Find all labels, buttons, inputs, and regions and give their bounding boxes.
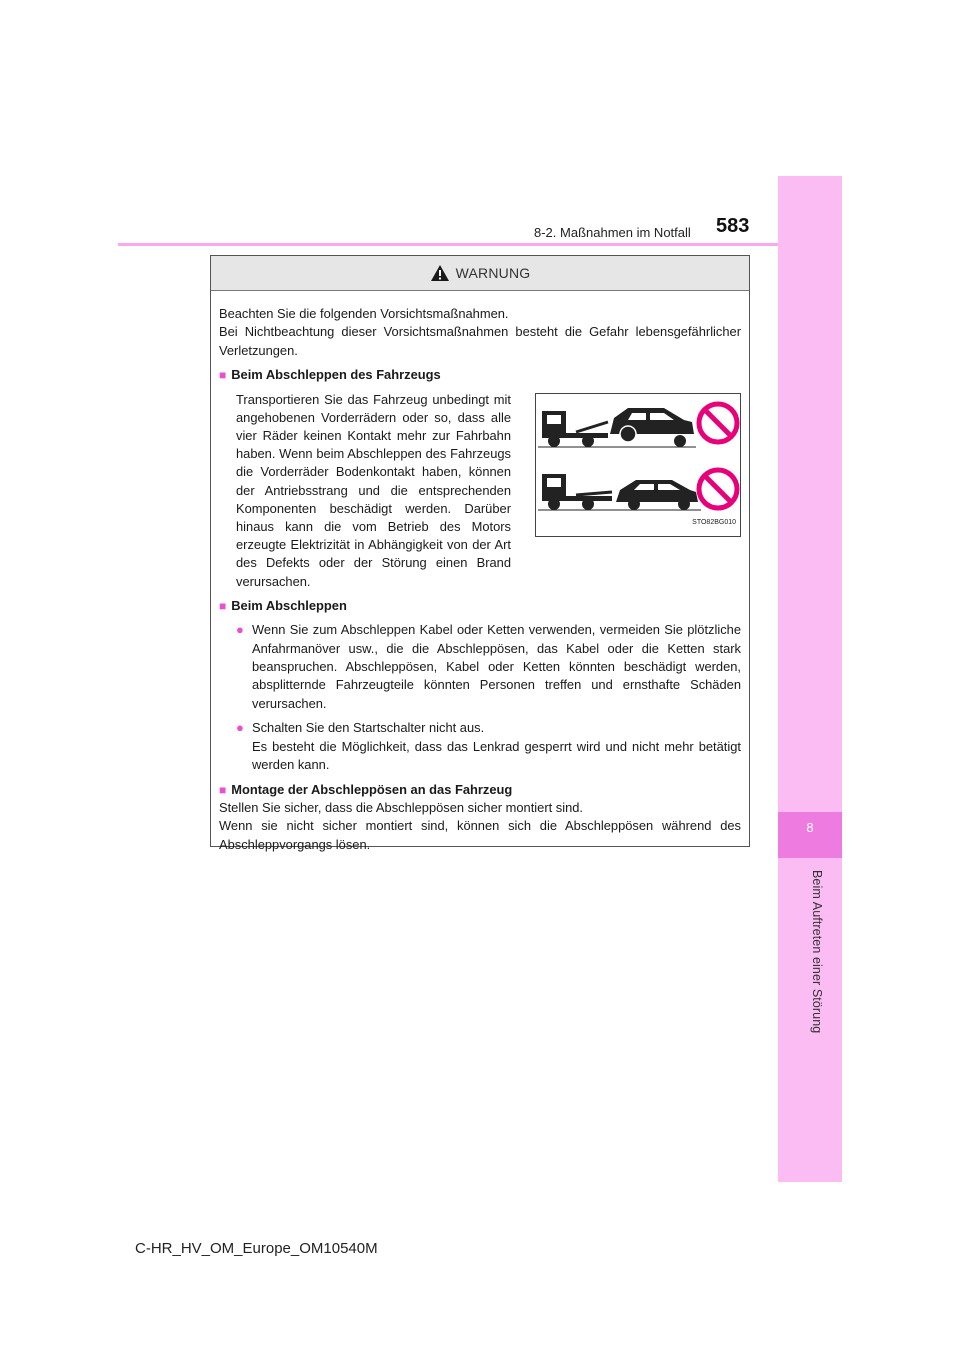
document-id: C-HR_HV_OM_Europe_OM10540M [135, 1240, 378, 1257]
tow-eye-text-1: Stellen Sie sicher, dass die Abschleppösen sicher montiert sind. [219, 799, 584, 815]
prohibited-icon-2 [699, 470, 737, 508]
section-title: 8-2. Maßnahmen im Notfall [534, 225, 691, 240]
subheading-text: Beim Abschleppen des Fahrzeugs [231, 367, 441, 383]
towing-row [219, 391, 741, 591]
bullet-line: Es besteht die Möglichkeit, dass das Lenkrad gesperrt wird und nicht mehr betätigt werden kann. [252, 738, 741, 773]
header-divider [118, 243, 778, 246]
subheading-text: Montage der Abschleppösen an das Fahrzeug [231, 781, 513, 797]
circle-bullet-icon: ● [236, 622, 244, 638]
subheading-towing [219, 597, 741, 615]
figure-code: STO82BG010 [692, 519, 736, 527]
towing-text: Transportieren Sie das Fahrzeug unbedingt mit angehobenen Vorderrädern oder so, dass alle vier Räder keinen Kontakt mehr zur Fahrbahn haben. Wenn beim Abschleppen des Fahrzeugs die Vorderräder Bodenkontakt haben, können der Antriebsstrang und die entsprechenden Komponenten beschädigt werden. Darüber hinaus kann die vom Betrieb des Motors erzeugte Elektrizität in Abhängigkeit von der Art des Defekts oder der Störung einen Brand verursachen. [236, 391, 511, 589]
towing-illustration [535, 393, 741, 537]
bullet-text [252, 719, 741, 774]
prohibited-icon [699, 404, 737, 442]
bullet-line: Schalten Sie den Startschalter nicht aus. [252, 720, 485, 736]
chapter-title: Beim Auftreten einer Störung [810, 870, 824, 1034]
subheading-tow-eye-mounting [219, 781, 741, 799]
square-bullet-icon: ■ [219, 782, 227, 797]
warning-body [211, 291, 749, 854]
square-bullet-icon: ■ [219, 598, 227, 613]
list-item [236, 719, 741, 774]
page-number: 583 [716, 215, 750, 237]
warning-box [210, 255, 750, 852]
circle-bullet-icon: ● [236, 720, 244, 736]
warning-triangle-icon [430, 264, 450, 282]
chapter-number: 8 [806, 820, 814, 835]
bullet-text: Wenn Sie zum Abschleppen Kabel oder Ketten verwenden, vermeiden Sie plötzliche Anfahrmanöver usw., die die Abschleppösen, das Kabel oder die Ketten stark beanspruchen. Abschleppösen, Kabel oder Ketten könnten beschädigt werden, absplitternde Fahrzeugteile könnten Personen treffen und ernsthafte Schäden verursachen. [252, 622, 741, 711]
subheading-text: Beim Abschleppen [231, 597, 347, 613]
subheading-towing-vehicle [219, 366, 741, 384]
car-icon [610, 408, 694, 447]
square-bullet-icon: ■ [219, 368, 227, 383]
warning-header [211, 256, 749, 291]
warning-intro-1: Beachten Sie die folgenden Vorsichtsmaßnahmen. [219, 306, 509, 321]
list-item [236, 621, 741, 713]
warning-intro-2: Bei Nichtbeachtung dieser Vorsichtsmaßnahmen besteht die Gefahr lebensgefährlicher Verletzungen. [219, 324, 741, 358]
tow-eye-text-2: Wenn sie nicht sicher montiert sind, können sich die Abschleppösen während des Abschleppvorgangs lösen. [219, 818, 741, 852]
car-icon-2 [616, 480, 698, 510]
chapter-tab-active[interactable] [778, 812, 842, 858]
warning-title: WARNUNG [455, 265, 531, 281]
